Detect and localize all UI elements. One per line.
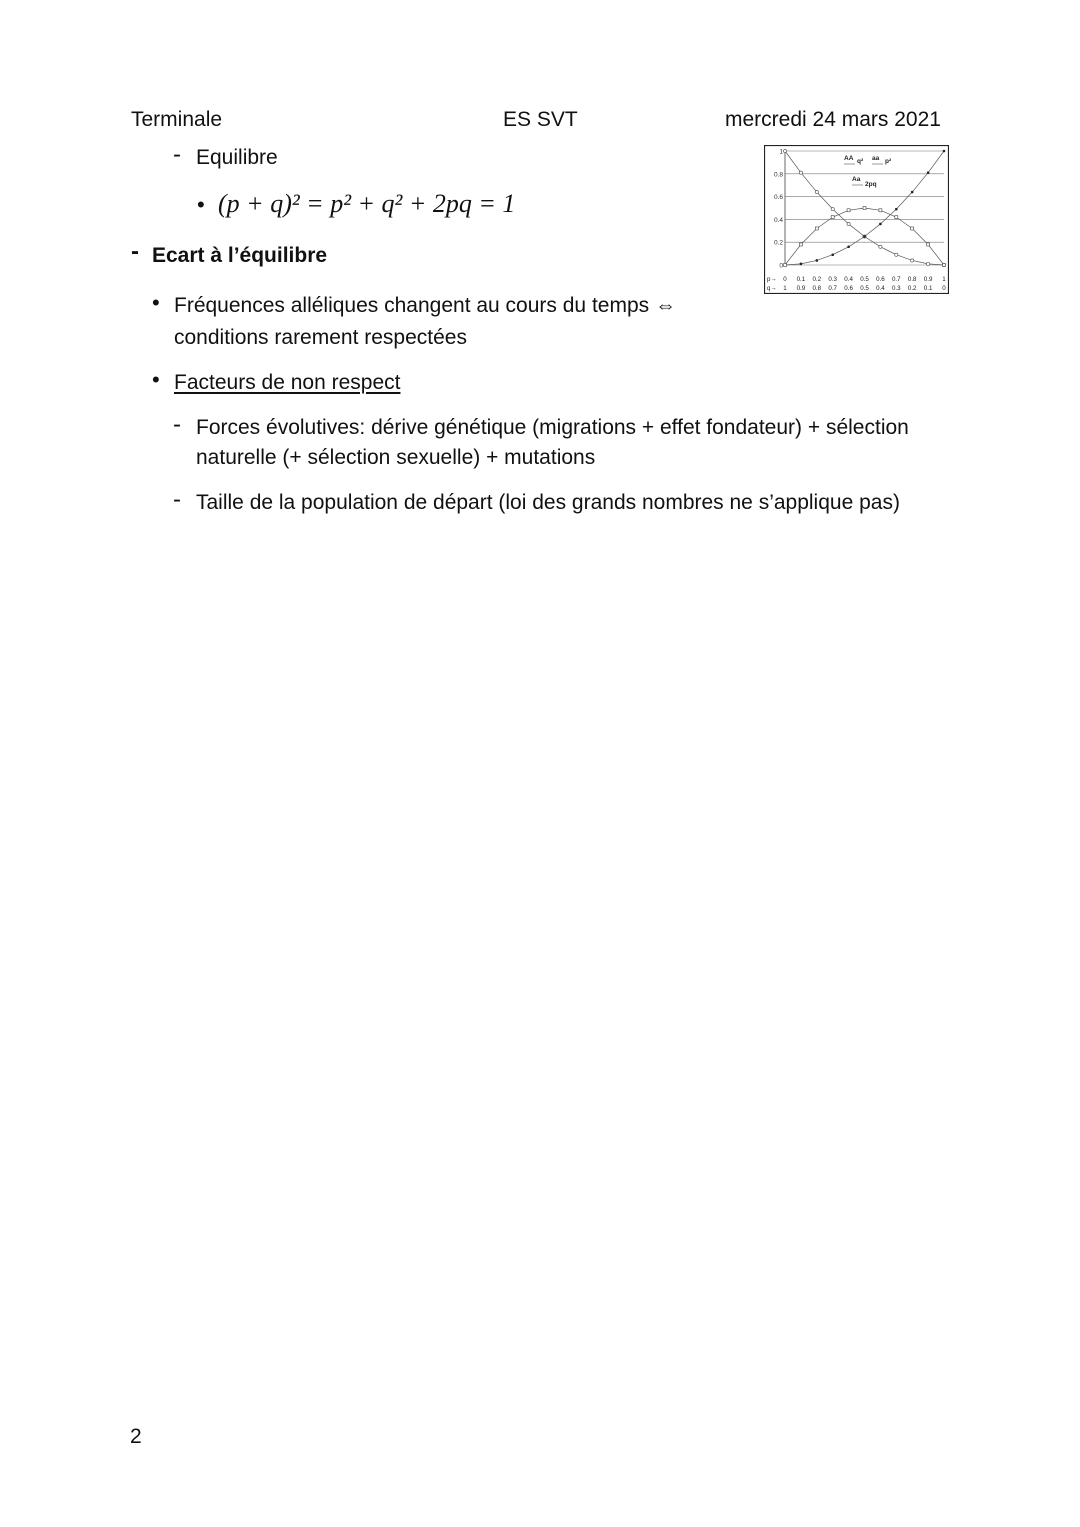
x-tick-label-q: 0.5 — [860, 285, 869, 292]
data-point — [879, 245, 882, 248]
data-point — [863, 235, 866, 238]
bullet-marker: • — [152, 290, 160, 315]
bullet1-line2: conditions rarement respectées — [174, 326, 467, 349]
x-tick-label-p: 0.3 — [828, 276, 838, 283]
dash-marker: - — [173, 486, 181, 513]
dash-marker: - — [173, 411, 181, 438]
x-tick-label-p: 0 — [783, 276, 787, 283]
data-point — [799, 243, 802, 246]
data-point — [895, 208, 898, 211]
bullet-marker: • — [152, 367, 160, 392]
data-point — [911, 259, 914, 262]
sub2-line: Taille de la population de départ (loi des grands nombres ne s’applique pas) — [196, 491, 900, 514]
data-point — [943, 150, 946, 153]
dash-marker: - — [131, 238, 139, 265]
data-point — [847, 222, 850, 225]
header-center: ES SVT — [503, 108, 578, 131]
data-point — [879, 209, 882, 212]
bullet1-line1: Fréquences alléliques changent au cours du temps ⇔ — [174, 294, 676, 317]
x-tick-label-p: 0.6 — [876, 276, 885, 283]
page-number: 2 — [130, 1425, 142, 1448]
x-tick-label-q: 0.9 — [796, 285, 806, 292]
x-tick-label-p: 1 — [942, 276, 946, 283]
data-point — [816, 259, 819, 262]
data-point — [911, 227, 914, 230]
x-tick-label-p: 0.1 — [796, 276, 806, 283]
dash-marker: - — [173, 141, 181, 168]
x-tick-label-q: 0.7 — [828, 285, 838, 292]
legend-formula: p² — [885, 158, 892, 165]
legend-genotype: Aa — [852, 176, 861, 183]
data-point — [847, 209, 850, 212]
ecart-heading: Ecart à l’équilibre — [152, 244, 328, 267]
x-tick-label-p: 0.2 — [812, 276, 822, 283]
sub1-line1: Forces évolutives: dérive génétique (migrations + effet fondateur) + sélection — [196, 416, 909, 439]
header-right: mercredi 24 mars 2021 — [725, 108, 941, 131]
y-tick-label: 0.4 — [773, 216, 783, 224]
y-tick-label: 0 — [779, 262, 783, 270]
data-point — [800, 263, 803, 266]
x-tick-label-q: 0 — [942, 285, 946, 292]
x-tick-label-p: 0.4 — [844, 276, 853, 283]
equilibre-label: Equilibre — [196, 146, 278, 169]
bullet-marker: • — [197, 192, 205, 217]
data-point — [783, 149, 786, 152]
x-tick-label-q: 0.4 — [876, 285, 885, 292]
sub1-line2: naturelle (+ sélection sexuelle) + mutations — [196, 446, 596, 469]
data-point — [927, 171, 930, 174]
header-left: Terminale — [131, 108, 223, 131]
data-point — [815, 190, 818, 193]
x-row-q-label: q→ — [767, 285, 777, 292]
y-tick-label: 0.2 — [773, 239, 783, 247]
data-point — [927, 243, 930, 246]
x-tick-label-q: 0.1 — [923, 285, 933, 292]
data-point — [831, 208, 834, 211]
data-point — [943, 264, 946, 267]
x-row-p-label: p→ — [767, 276, 777, 283]
x-tick-label-p: 0.9 — [923, 276, 933, 283]
legend-genotype: AA — [844, 155, 854, 162]
facteurs-heading: Facteurs de non respect — [174, 371, 401, 394]
legend-formula: q² — [857, 158, 864, 165]
x-tick-label-q: 0.6 — [844, 285, 853, 292]
data-point — [784, 264, 787, 267]
x-tick-label-p: 0.7 — [891, 276, 901, 283]
data-point — [911, 191, 914, 194]
data-point — [799, 171, 802, 174]
x-tick-label-p: 0.8 — [907, 276, 917, 283]
data-point — [895, 253, 898, 256]
data-point — [847, 245, 850, 248]
data-point — [815, 227, 818, 230]
hardy-weinberg-formula: (p + q)² = p² + q² + 2pq = 1 — [218, 189, 516, 218]
data-point — [831, 253, 834, 256]
data-point — [895, 216, 898, 219]
x-tick-label-q: 0.2 — [907, 285, 917, 292]
legend-genotype: aa — [872, 155, 880, 162]
x-tick-label-q: 1 — [783, 285, 787, 292]
legend-formula: 2pq — [865, 181, 877, 188]
y-tick-label: 1 — [779, 148, 783, 156]
hardy-weinberg-chart — [764, 145, 949, 294]
data-point — [863, 207, 866, 210]
data-point — [831, 216, 834, 219]
data-point — [927, 262, 930, 265]
y-tick-label: 0.8 — [773, 171, 783, 179]
data-point — [879, 223, 882, 226]
x-tick-label-p: 0.5 — [860, 276, 869, 283]
x-tick-label-q: 0.3 — [891, 285, 901, 292]
x-tick-label-q: 0.8 — [812, 285, 822, 292]
y-tick-label: 0.6 — [773, 194, 783, 202]
